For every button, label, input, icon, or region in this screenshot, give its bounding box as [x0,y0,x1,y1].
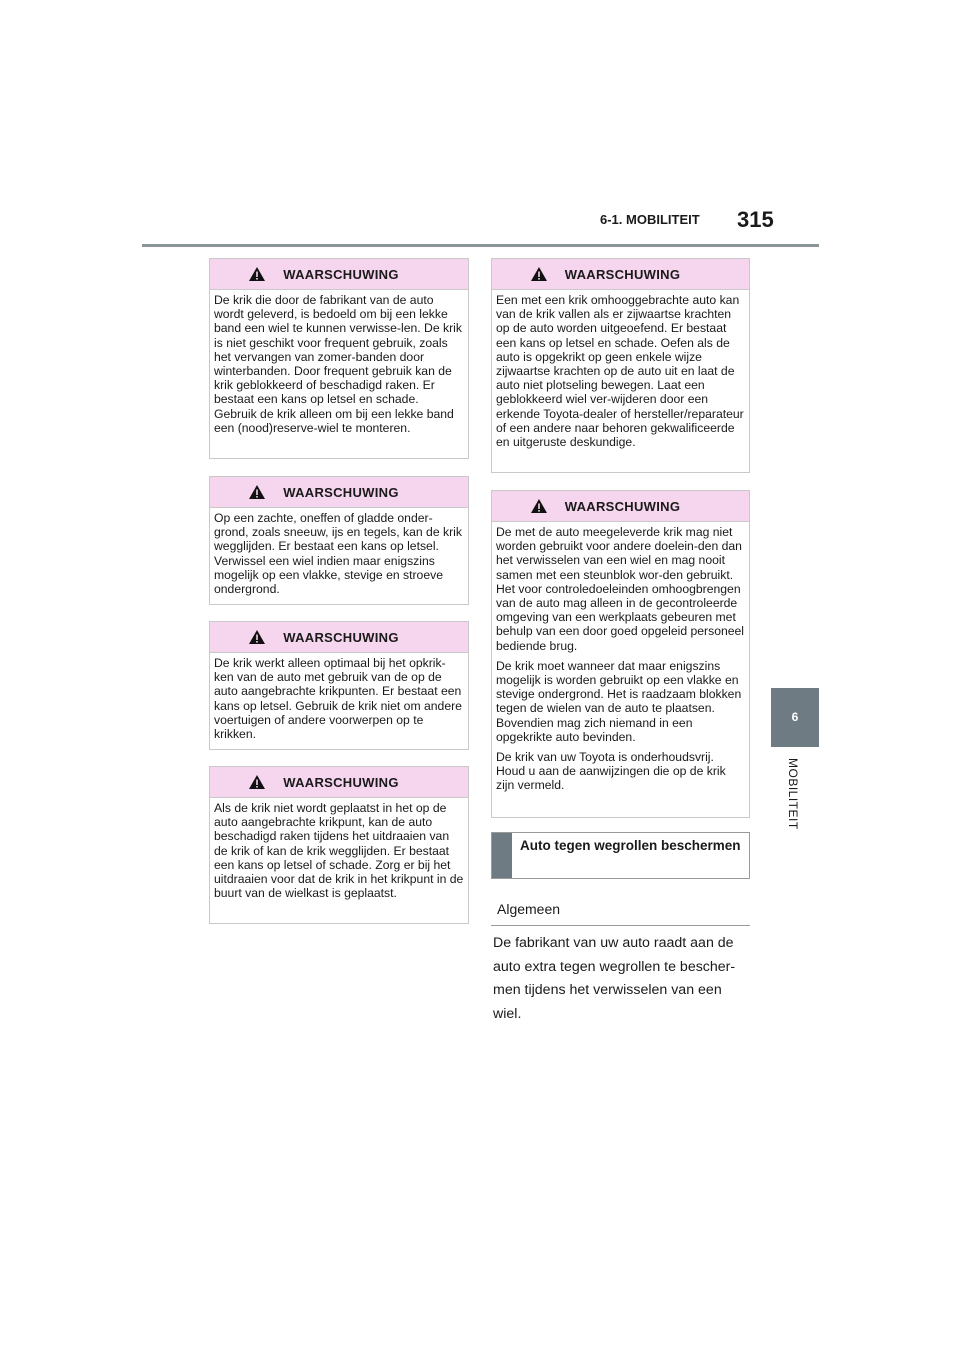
warning-box-4 [209,766,469,924]
warning-body [492,290,749,454]
warning-header [210,259,468,290]
warning-body [210,508,468,601]
header-rule [142,244,819,247]
warning-triangle-icon [249,267,265,281]
warning-title: WAARSCHUWING [283,484,399,500]
subsection-rule [491,925,750,926]
warning-title: WAARSCHUWING [283,266,399,282]
warning-text: De krik moet wanneer dat maar enigszins mogelijk is worden gebruikt op een vlakke en stevige ondergrond. Het is raadzaam blokken tegen de wielen van de auto te plaatsen. Bovendien mag zich niemand in een opgekrikte auto bevinden. [496,658,742,744]
warning-text: De met de auto meegeleverde krik mag niet worden gebruikt voor andere doelein-den dan het verwisselen van een wiel en mag nooit samen met een steunblok wor-den gebruikt. Het voor controledoeleinden omhoogbrengen van de auto mag alleen in de gecontroleerde omgeving van een werkplaats gebeuren met behulp van een door goed opgeleid personeel bediende brug. [496,525,745,653]
warning-body [210,798,468,905]
chapter-label: MOBILITEIT [786,758,800,830]
warning-title: WAARSCHUWING [564,266,681,282]
warning-triangle-icon [531,499,547,513]
section-heading-box [491,832,750,879]
section-title: Auto tegen wegrollen beschermen [520,838,741,853]
warning-text: Als de krik niet wordt geplaatst in het op de auto aangebrachte krikpunt, kan de auto beschadigd raken tijdens het uitdraaien van de krik of kan de krik wegglijden. Er bestaat een kans op letsel of schade. Zorg er bij het uitdraaien voor dat de krik in het krikpunt in de buurt van de wielkast is geplaatst. [214,801,464,901]
warning-header [210,767,468,798]
warning-box-5 [491,258,750,473]
section-header: 6-1. MOBILITEIT [600,212,700,227]
warning-triangle-icon [531,267,547,281]
warning-body [492,522,749,798]
warning-text: De krik werkt alleen optimaal bij het opkrik-ken van de auto met gebruik van de op de auto aangebrachte krikpunten. Er bestaat een kans op letsel. Gebruik de krik niet om andere voertuigen of andere voorwerpen op te krikken. [214,656,462,742]
warning-header [492,259,749,290]
warning-box-1 [209,258,469,459]
subsection-title: Algemeen [497,901,561,917]
warning-triangle-icon [249,775,265,789]
warning-body [210,290,468,440]
warning-text: De krik die door de fabrikant van de auto wordt geleverd, is bedoeld om bij een lekke band een wiel te kunnen verwisse-len. De krik is niet geschikt voor frequent gebruik, zoals het vervangen van zomer-banden door winterbanden. Door frequent gebruik kan de krik geblokkeerd of beschadigd raken. Er bestaat een kans op letsel en schade. Gebruik de krik alleen om bij een lekke band een (nood)reserve-wiel te monteren. [214,293,462,435]
warning-title: WAARSCHUWING [283,774,399,790]
page-number: 315 [737,207,774,232]
section-heading-bar [492,833,512,878]
warning-header [210,622,468,653]
warning-triangle-icon [249,485,265,499]
warning-header [210,477,468,508]
warning-text: De krik van uw Toyota is onderhoudsvrij. Houd u aan de aanwijzingen die op de krik zijn vermeld. [496,750,726,793]
warning-title: WAARSCHUWING [564,498,681,514]
body-paragraph: De fabrikant van uw auto raadt aan de auto extra tegen wegrollen te bescher-men tijdens het verwisselen van een wiel. [493,935,736,1022]
warning-text: Een met een krik omhooggebrachte auto kan van de krik vallen als er zijwaartse krachten op de auto worden uitgeoefend. Er bestaat een kans op letsel en schade. Oefen als de auto is opgekrikt op geen enkele wijze zijwaartse krachten op de auto uit en laat de auto niet plotseling bewegen. Laat een geblokkeerd wiel ver-wijderen door een erkende Toyota-dealer of hersteller/reparateur of een andere naar behoren gekwalificeerde en uitgeruste deskundige. [496,293,744,450]
warning-box-2 [209,476,469,605]
warning-text: Op een zachte, oneffen of gladde onder-grond, zoals sneeuw, ijs en tegels, kan de krik wegglijden. Er bestaat een kans op letsel. Verwissel een wiel indien maar enigszins mogelijk op een vlakke, stevige en stroeve ondergrond. [214,511,462,597]
warning-triangle-icon [249,630,265,644]
chapter-tab: 6 [771,688,819,747]
warning-header [492,491,749,522]
warning-box-3 [209,621,469,750]
warning-box-6 [491,490,750,818]
warning-title: WAARSCHUWING [283,629,399,645]
warning-body [210,653,468,746]
